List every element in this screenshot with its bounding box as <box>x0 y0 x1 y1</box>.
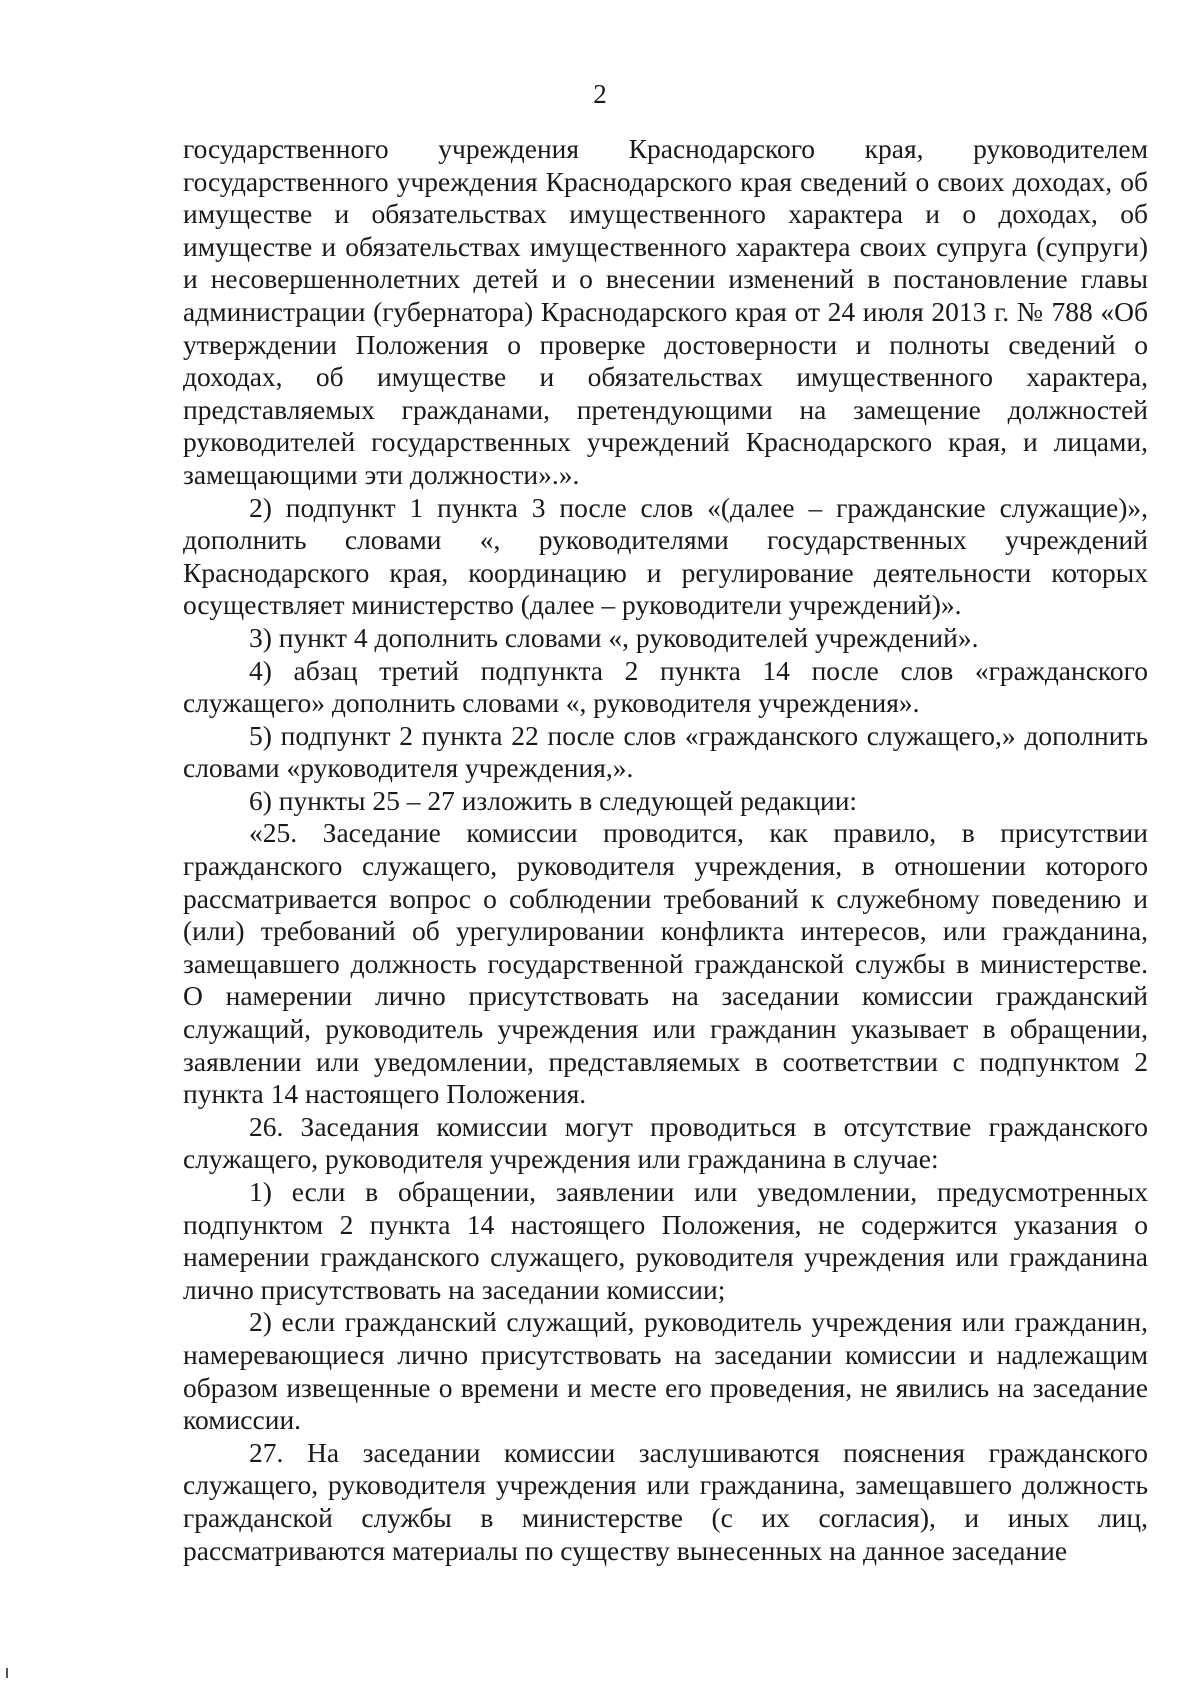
paragraph-item-6: 6) пункты 25 – 27 изложить в следующей редакции: <box>249 784 858 816</box>
paragraph-item-4: 4) абзац третий подпункта 2 пункта 14 после слов «гражданского служащего» дополнить словами «, руководителя учреждения». <box>183 654 1148 719</box>
paragraph-clause-26: 26. Заседания комиссии могут проводиться в отсутствие гражданского служащего, руководителя учреждения или гражданина в случае: <box>183 1110 1148 1175</box>
paragraph-continuation: государственного учреждения Краснодарского края, руководителем государственного учреждения Краснодарского края сведений о своих доходах, об имуществе и обязательствах имущественного характера и о доходах, об имуществе и обязательствах имущественного характера своих супруга (супруги) и несовершеннолетних детей и о внесении изменений в постановление главы администрации (губернатора) Краснодарского края от 24 июля 2013 г. № 788 «Об утверждении Положения о проверке достоверности и полноты сведений о доходах, об имуществе и обязательствах имущественного характера, представляемых гражданами, претендующими на замещение должностей руководителей государственных учреждений Краснодарского края, и лицами, замещающими эти должности».». <box>183 133 1148 490</box>
paragraph-clause-26-sub-2: 2) если гражданский служащий, руководитель учреждения или гражданин, намеревающиеся лично присутствовать на заседании комиссии и надлежащим образом извещенные о времени и месте его проведения, не явились на заседание комиссии. <box>183 1306 1148 1436</box>
paragraph-clause-26-sub-1: 1) если в обращении, заявлении или уведомлении, предусмотренных подпунктом 2 пункта 14 настоящего Положения, не содержится указания о намерении гражданского служащего, руководителя учреждения или гражданина лично присутствовать на заседании комиссии; <box>183 1176 1148 1305</box>
scan-artifact <box>6 1668 8 1678</box>
paragraph-item-5: 5) подпункт 2 пункта 22 после слов «гражданского служащего,» дополнить словами «руководителя учреждения,». <box>183 719 1148 784</box>
paragraph-clause-27: 27. На заседании комиссии заслушиваются пояснения гражданского служащего, руководителя учреждения или гражданина, замещавшего должность гражданской службы в министерстве (с их согласия), и иных лиц, рассматриваются материалы по существу вынесенных на данное заседание <box>183 1436 1148 1566</box>
paragraph-item-2: 2) подпункт 1 пункта 3 после слов «(далее – гражданские служащие)», дополнить словами «, руководителями государственных учреждений Краснодарского края, координацию и регулирование деятельности которых осуществляет министерство (далее – руководители учреждений)». <box>183 491 1148 621</box>
page-number: 2 <box>593 79 607 109</box>
paragraph-item-3: 3) пункт 4 дополнить словами «, руководителей учреждений». <box>249 621 979 653</box>
document-body <box>183 133 1148 1567</box>
paragraph-clause-25: «25. Заседание комиссии проводится, как правило, в присутствии гражданского служащего, руководителя учреждения, в отношении которого рассматривается вопрос о соблюдении требований к служебному поведению и (или) требований об урегулировании конфликта интересов, или гражданина, замещавшего должность государственной гражданской службы в министерстве. О намерении лично присутствовать на заседании комиссии гражданский служащий, руководитель учреждения или гражданин указывает в обращении, заявлении или уведомлении, представляемых в соответствии с подпунктом 2 пункта 14 настоящего Положения. <box>183 817 1148 1110</box>
